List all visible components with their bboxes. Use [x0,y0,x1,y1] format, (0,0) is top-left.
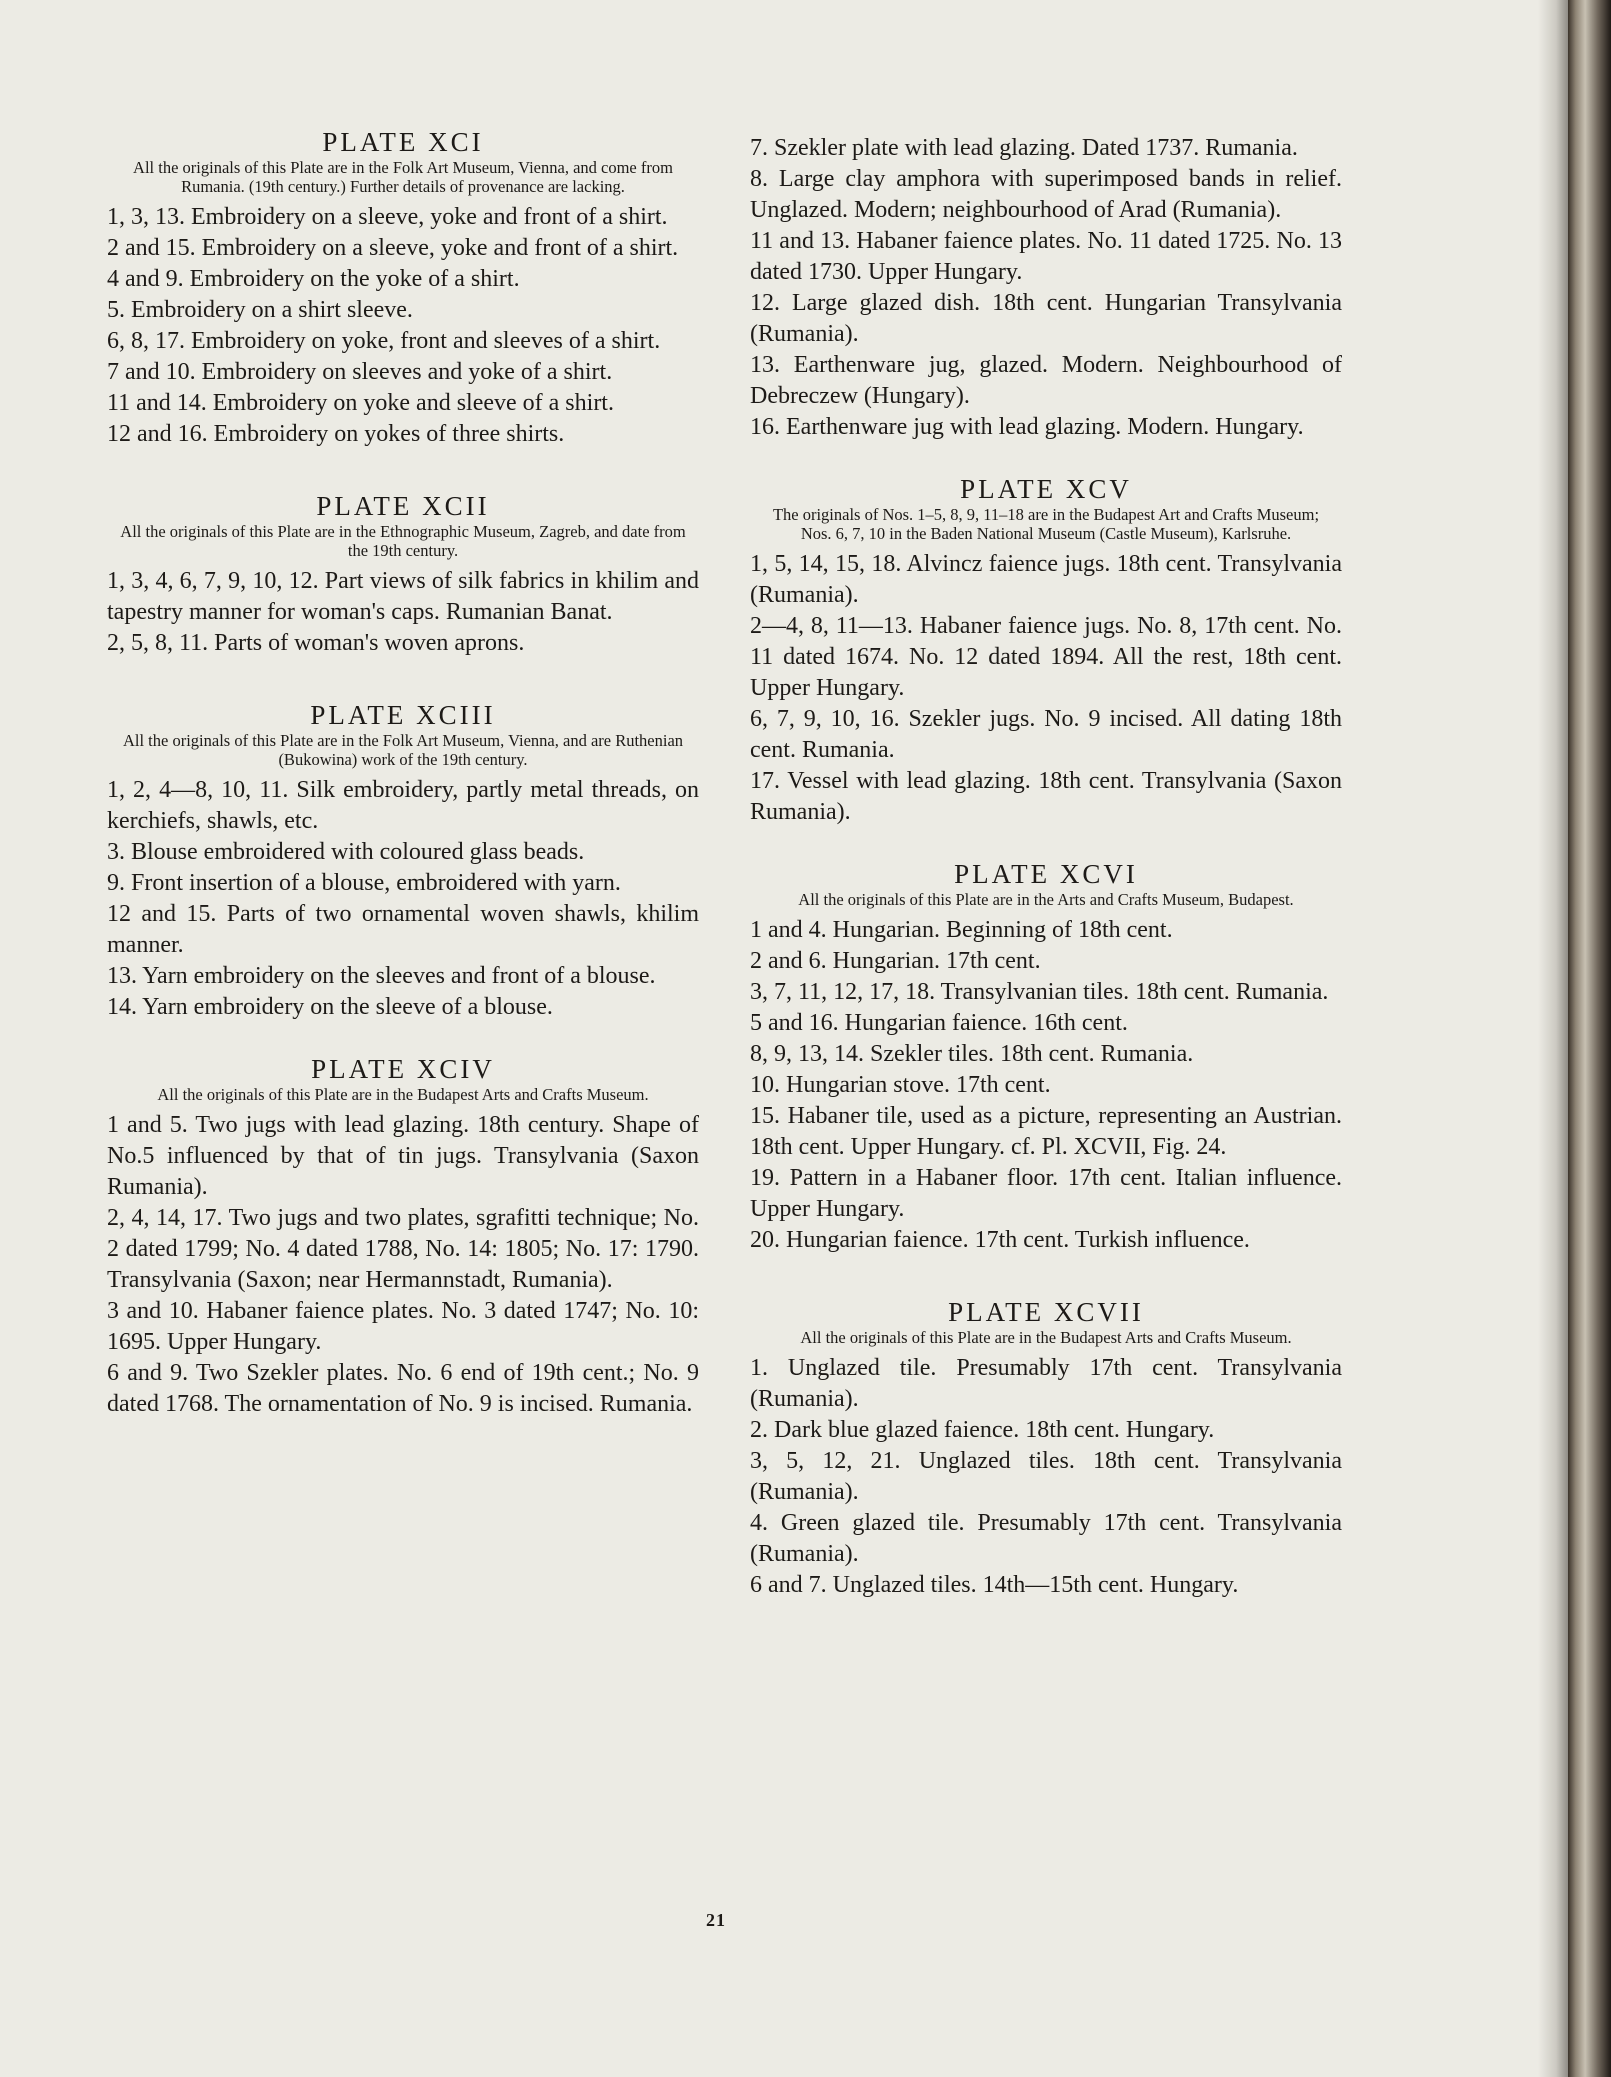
plate-entry: 10. Hungarian stove. 17th cent. [750,1072,1051,1098]
section-spacer [750,1256,1342,1296]
plate-entry: 5 and 16. Hungarian faience. 16th cent. [750,1010,1128,1036]
plate-note: All the originals of this Plate are in the Ethnographic Museum, Zagreb, and date from the 19th century. [120,522,686,560]
plate-entry: 6, 8, 17. Embroidery on yoke, front and sleeves of a shirt. [107,328,661,354]
section-spacer [750,443,1342,473]
plate-note: All the originals of this Plate are in the Budapest Arts and Crafts Museum. [157,1085,649,1104]
plate-entry: 7. Szekler plate with lead glazing. Dated 1737. Rumania. [750,135,1298,161]
plate-entry: 7 and 10. Embroidery on sleeves and yoke of a shirt. [107,359,613,385]
spine-shadow [1538,0,1568,2077]
plate-entry: 5. Embroidery on a shirt sleeve. [107,297,413,323]
plate-entry: 12 and 16. Embroidery on yokes of three shirts. [107,421,565,447]
plate-entry: 13. Yarn embroidery on the sleeves and front of a blouse. [107,963,656,989]
plate-xcii-section [107,490,699,659]
plate-entry: 8. Large clay amphora with superimposed bands in relief. Unglazed. Modern; neighbourhood of Arad (Rumania). [750,166,1342,223]
plate-entry: 20. Hungarian faience. 17th cent. Turkish influence. [750,1227,1250,1253]
plate-entry: 15. Habaner tile, used as a picture, representing an Austrian. 18th cent. Upper Hungary. cf. Pl. XCVII, Fig. 24. [750,1103,1342,1160]
plate-entry: 1. Unglazed tile. Presumably 17th cent. Transylvania (Rumania). [750,1355,1342,1412]
plate-entry: 2 and 15. Embroidery on a sleeve, yoke and front of a shirt. [107,235,679,261]
plate-entry: 3. Blouse embroidered with coloured glass beads. [107,839,585,865]
plate-title: PLATE XCII [316,491,490,521]
plate-entry: 6, 7, 9, 10, 16. Szekler jugs. No. 9 incised. All dating 18th cent. Rumania. [750,706,1342,763]
plate-entry: 14. Yarn embroidery on the sleeve of a blouse. [107,994,553,1020]
plate-title: PLATE XCVI [954,859,1138,889]
section-spacer [107,659,699,699]
page-number: 21 [706,1910,726,1930]
plate-entry: 17. Vessel with lead glazing. 18th cent. Transylvania (Saxon Rumania). [750,768,1342,825]
plate-note: The originals of Nos. 1–5, 8, 9, 11–18 are in the Budapest Art and Crafts Museum; Nos. 6, 7, 10 in the Baden National Museum (Castle Museum), Karlsruhe. [772,505,1320,543]
plate-xcvii-section [750,1296,1342,1601]
plate-xciv-continued-section [750,133,1342,443]
left-column [107,126,699,1420]
plate-entry: 1, 3, 4, 6, 7, 9, 10, 12. Part views of silk fabrics in khilim and tapestry manner for woman's caps. Rumanian Banat. [107,568,699,625]
plate-entry: 11 and 13. Habaner faience plates. No. 11 dated 1725. No. 13 dated 1730. Upper Hungary. [750,228,1342,285]
plate-entry: 4 and 9. Embroidery on the yoke of a shirt. [107,266,520,292]
section-spacer [107,1023,699,1053]
plate-entry: 6 and 9. Two Szekler plates. No. 6 end of 19th cent.; No. 9 dated 1768. The ornamentation of No. 9 is incised. Rumania. [107,1360,699,1417]
plate-entry: 2—4, 8, 11—13. Habaner faience jugs. No. 8, 17th cent. No. 11 dated 1674. No. 12 dated 1894. All the rest, 18th cent. Upper Hungary. [750,613,1342,701]
plate-entry: 2, 5, 8, 11. Parts of woman's woven aprons. [107,630,525,656]
plate-entry: 8, 9, 13, 14. Szekler tiles. 18th cent. Rumania. [750,1041,1194,1067]
plate-entry: 2 and 6. Hungarian. 17th cent. [750,948,1041,974]
right-column [750,133,1342,1601]
plate-entry: 1 and 4. Hungarian. Beginning of 18th cent. [750,917,1173,943]
plate-entry: 2, 4, 14, 17. Two jugs and two plates, sgrafitti technique; No. 2 dated 1799; No. 4 dated 1788, No. 14: 1805; No. 17: 1790. Transylvania (Saxon; near Hermannstadt, Rumania). [107,1205,699,1293]
section-spacer [750,828,1342,858]
plate-note: All the originals of this Plate are in the Folk Art Museum, Vienna, and are Ruthenian (Bukowina) work of the 19th century. [122,731,684,769]
plate-title: PLATE XCIII [310,700,496,730]
plate-entry: 16. Earthenware jug with lead glazing. Modern. Hungary. [750,414,1304,440]
plate-note: All the originals of this Plate are in the Budapest Arts and Crafts Museum. [800,1328,1292,1347]
plate-entry: 12. Large glazed dish. 18th cent. Hungarian Transylvania (Rumania). [750,290,1342,347]
section-spacer [107,450,699,490]
plate-entry: 9. Front insertion of a blouse, embroidered with yarn. [107,870,621,896]
plate-entry: 1, 5, 14, 15, 18. Alvincz faience jugs. 18th cent. Transylvania (Rumania). [750,551,1342,608]
plate-entry: 1 and 5. Two jugs with lead glazing. 18th century. Shape of No.5 influenced by that of tin jugs. Transylvania (Saxon Rumania). [107,1112,699,1200]
plate-entry: 4. Green glazed tile. Presumably 17th cent. Transylvania (Rumania). [750,1510,1342,1567]
plate-xcv-section [750,473,1342,828]
plate-note: All the originals of this Plate are in the Arts and Crafts Museum, Budapest. [798,890,1294,909]
plate-title: PLATE XCIV [311,1054,495,1084]
plate-entry: 2. Dark blue glazed faience. 18th cent. Hungary. [750,1417,1215,1443]
plate-title: PLATE XCV [960,474,1132,504]
plate-entry: 13. Earthenware jug, glazed. Modern. Neighbourhood of Debreczew (Hungary). [750,352,1342,409]
plate-note: All the originals of this Plate are in the Folk Art Museum, Vienna, and come from Rumania. (19th century.) Further details of provenance are lacking. [133,158,673,196]
plate-entry: 1, 2, 4—8, 10, 11. Silk embroidery, partly metal threads, on kerchiefs, shawls, etc. [107,777,699,834]
book-edge [1568,0,1611,2077]
plate-xciv-section [107,1053,699,1420]
plate-title: PLATE XCI [322,127,484,157]
plate-entry: 11 and 14. Embroidery on yoke and sleeve of a shirt. [107,390,614,416]
plate-entry: 19. Pattern in a Habaner floor. 17th cent. Italian influence. Upper Hungary. [750,1165,1342,1222]
plate-entry: 3, 7, 11, 12, 17, 18. Transylvanian tiles. 18th cent. Rumania. [750,979,1329,1005]
plate-entry: 1, 3, 13. Embroidery on a sleeve, yoke and front of a shirt. [107,204,668,230]
plate-entry: 6 and 7. Unglazed tiles. 14th—15th cent. Hungary. [750,1572,1239,1598]
plate-title: PLATE XCVII [948,1297,1144,1327]
plate-xci-section [107,126,699,450]
plate-xcvi-section [750,858,1342,1256]
plate-entry: 12 and 15. Parts of two ornamental woven shawls, khilim manner. [107,901,699,958]
plate-entry: 3, 5, 12, 21. Unglazed tiles. 18th cent. Transylvania (Rumania). [750,1448,1342,1505]
plate-entry: 3 and 10. Habaner faience plates. No. 3 dated 1747; No. 10: 1695. Upper Hungary. [107,1298,699,1355]
plate-xciii-section [107,699,699,1023]
